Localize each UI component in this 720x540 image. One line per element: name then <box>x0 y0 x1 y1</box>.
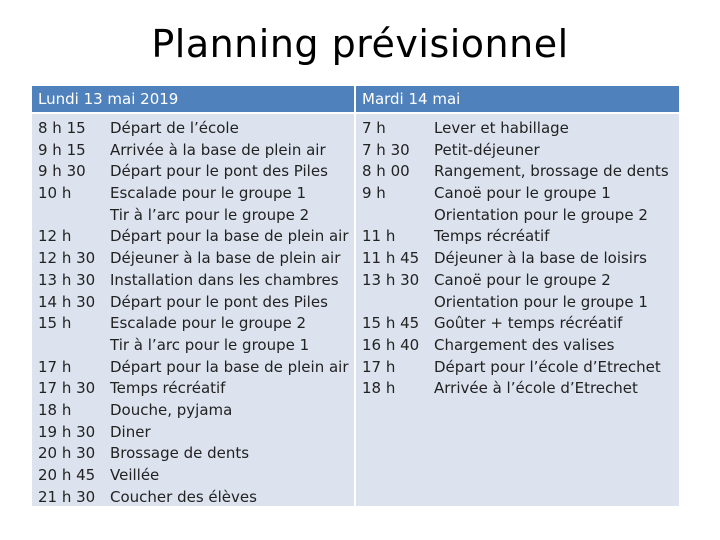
day2-schedule <box>356 114 679 506</box>
time-label: 13 h 30 <box>38 270 96 289</box>
activity-label: Escalade pour le groupe 2 <box>110 314 307 333</box>
time-label: 11 h <box>362 227 396 246</box>
activity-label: Rangement, brossage de dents <box>434 162 669 181</box>
time-label: 14 h 30 <box>38 292 96 311</box>
activity-label: Lever et habillage <box>434 119 569 137</box>
activity-label: Arrivée à l’école d’Etrechet <box>434 379 638 398</box>
activity-label: Chargement des valises <box>434 335 615 354</box>
time-label: 20 h 30 <box>38 444 96 463</box>
activity-label: Départ pour l’école d’Etrechet <box>434 357 661 376</box>
schedule-row <box>32 378 354 400</box>
time-label: 17 h <box>38 357 72 376</box>
schedule-row <box>356 118 679 140</box>
schedule-row <box>32 183 354 205</box>
time-label: 13 h 30 <box>362 270 420 289</box>
activity-label: Arrivée à la base de plein air <box>110 140 326 159</box>
schedule-row <box>356 357 679 379</box>
day1-schedule <box>32 114 354 506</box>
schedule-row <box>32 205 354 227</box>
activity-label: Canoë pour le groupe 2 <box>434 270 611 289</box>
schedule-row <box>32 357 354 379</box>
activity-label: Goûter + temps récréatif <box>434 314 623 333</box>
schedule-row <box>32 248 354 270</box>
schedule-row <box>356 335 679 357</box>
time-label: 15 h 45 <box>362 314 420 333</box>
day2-rows <box>356 118 679 400</box>
activity-label: Départ de l’école <box>110 119 239 137</box>
schedule-row <box>32 140 354 162</box>
schedule-row <box>356 313 679 335</box>
schedule-row <box>356 292 679 314</box>
schedule-row <box>32 161 354 183</box>
time-label: 21 h 30 <box>38 487 96 506</box>
time-label: 9 h 30 <box>38 162 86 181</box>
schedule-row <box>32 313 354 335</box>
schedule-row <box>32 465 354 487</box>
schedule-row <box>356 140 679 162</box>
page-title: Planning prévisionnel <box>151 22 569 66</box>
time-label: 7 h 30 <box>362 140 410 159</box>
activity-label: Départ pour la base de plein air <box>110 227 349 246</box>
activity-label: Coucher des élèves <box>110 487 257 506</box>
time-label: 18 h <box>362 379 396 398</box>
activity-label: Diner <box>110 422 151 441</box>
time-label: 7 h <box>362 119 386 137</box>
schedule-row <box>32 226 354 248</box>
time-label: 11 h 45 <box>362 249 420 268</box>
schedule-row <box>32 400 354 422</box>
activity-label: Installation dans les chambres <box>110 270 339 289</box>
schedule-row <box>32 487 354 509</box>
schedule-row <box>32 292 354 314</box>
schedule-row <box>32 422 354 444</box>
schedule-row <box>356 205 679 227</box>
activity-label: Tir à l’arc pour le groupe 1 <box>110 335 310 354</box>
schedule-row <box>356 161 679 183</box>
schedule-row <box>356 248 679 270</box>
activity-label: Déjeuner à la base de plein air <box>110 249 341 268</box>
activity-label: Orientation pour le groupe 2 <box>434 205 648 224</box>
schedule-row <box>356 270 679 292</box>
activity-label: Canoë pour le groupe 1 <box>434 184 611 203</box>
schedule-row <box>32 443 354 465</box>
activity-label: Brossage de dents <box>110 444 250 463</box>
activity-label: Douche, pyjama <box>110 400 233 419</box>
schedule-row <box>356 226 679 248</box>
time-label: 16 h 40 <box>362 335 420 354</box>
time-label: 17 h 30 <box>38 379 96 398</box>
schedule-row <box>32 118 354 140</box>
activity-label: Temps récréatif <box>434 227 550 246</box>
activity-label: Départ pour le pont des Piles <box>110 162 328 181</box>
activity-label: Escalade pour le groupe 1 <box>110 184 307 203</box>
time-label: 17 h <box>362 357 396 376</box>
time-label: 15 h <box>38 314 72 333</box>
activity-label: Déjeuner à la base de loisirs <box>434 249 647 268</box>
day2-header: Mardi 14 mai <box>356 86 679 112</box>
day1-rows <box>32 118 354 508</box>
activity-label: Veillée <box>110 466 160 484</box>
activity-label: Orientation pour le groupe 1 <box>434 292 648 311</box>
activity-label: Tir à l’arc pour le groupe 2 <box>110 205 310 224</box>
time-label: 18 h <box>38 400 72 419</box>
activity-label: Départ pour le pont des Piles <box>110 292 328 311</box>
day1-header: Lundi 13 mai 2019 <box>32 86 354 112</box>
schedule-row <box>32 270 354 292</box>
activity-label: Temps récréatif <box>110 379 226 398</box>
time-label: 10 h <box>38 184 72 203</box>
time-label: 8 h 00 <box>362 162 410 181</box>
activity-label: Petit-déjeuner <box>434 140 540 159</box>
time-label: 20 h 45 <box>38 466 96 484</box>
schedule-row <box>356 183 679 205</box>
time-label: 8 h 15 <box>38 119 86 137</box>
time-label: 19 h 30 <box>38 422 96 441</box>
time-label: 9 h 15 <box>38 140 86 159</box>
schedule-row <box>356 378 679 400</box>
activity-label: Départ pour la base de plein air <box>110 357 349 376</box>
time-label: 9 h <box>362 184 386 203</box>
time-label: 12 h <box>38 227 72 246</box>
schedule-row <box>32 335 354 357</box>
time-label: 12 h 30 <box>38 249 96 268</box>
